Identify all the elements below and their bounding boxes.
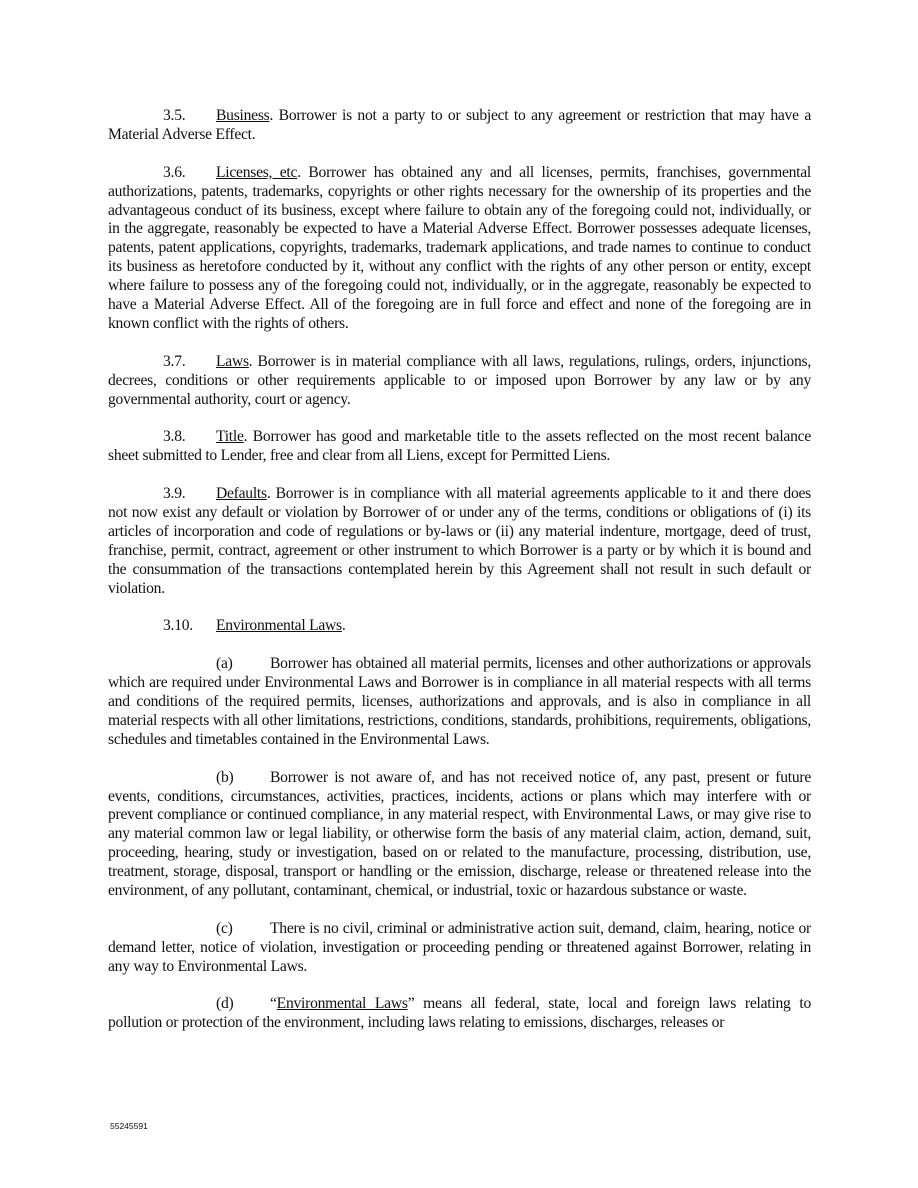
section-3-6 — [108, 164, 811, 334]
subsection-label: (a) — [216, 655, 233, 673]
section-3-8 — [108, 428, 811, 466]
section-heading: Environmental Laws — [216, 617, 342, 635]
section-body: . Borrower is in material compliance with all laws, regulations, rulings, orders, injunctions, decrees, conditions or other requirements applicable to or imposed upon Borrower by any law or by any governmental authority, court or agency. — [108, 352, 811, 408]
section-heading: Business — [216, 107, 270, 124]
section-number: 3.9. — [163, 485, 186, 503]
subsection-body: ” means all federal, state, local and foreign laws relating to pollution or protection of the environment, including laws relating to emissions, discharges, releases or — [108, 995, 811, 1032]
section-number: 3.10. — [163, 617, 193, 635]
subsection-label: (d) — [216, 995, 234, 1013]
section-number: 3.8. — [163, 428, 186, 446]
subsection-body: Borrower has obtained all material permits, licenses and other authorizations or approvals which are required under Environmental Laws and Borrower is in compliance in all material respects with all terms and conditions of the required permits, licenses, authorizations and approvals, and is also in compliance in all material respects with all other limitations, restrictions, conditions, standards, prohibitions, requirements, obligations, schedules and timetables contained in the Environmental Laws. — [108, 655, 811, 748]
section-heading: Title — [216, 428, 244, 446]
section-number: 3.5. — [163, 107, 186, 124]
subsection-b — [108, 769, 811, 901]
subsection-label: (c) — [216, 919, 233, 937]
section-number: 3.7. — [163, 352, 186, 370]
defined-term: Environmental Laws — [276, 995, 408, 1013]
section-number: 3.6. — [163, 163, 186, 181]
section-heading: Defaults — [216, 485, 267, 503]
section-body: . Borrower is in compliance with all material agreements applicable to it and there does not now exist any default or violation by Borrower of or under any of the terms, conditions or obligations of (i) its articles of incorporation and code of regulations or by-laws or (ii) any material indenture, mortgage, deed of trust, franchise, permit, contract, agreement or other instrument to which Borrower is a party or by which it is bound and the consummation of the transactions contemplated herein by this Agreement shall not result in such default or violation. — [108, 485, 811, 597]
open-quote: “ — [270, 995, 277, 1013]
document-id-footer: 55245591 — [110, 1121, 148, 1131]
subsection-d — [108, 995, 811, 1033]
section-body: . — [341, 617, 346, 635]
section-3-10 — [108, 617, 811, 636]
document-page — [108, 107, 811, 1052]
section-body: . Borrower is not a party to or subject to any agreement or restriction that may have a Material Adverse Effect. — [108, 107, 811, 143]
section-3-7 — [108, 353, 811, 410]
subsection-a — [108, 655, 811, 750]
section-3-5 — [108, 107, 811, 145]
subsection-body: Borrower is not aware of, and has not received notice of, any past, present or future events, conditions, circumstances, activities, practices, incidents, actions or plans which may interfere with or prevent compliance or continued compliance, in any material respect, with Environmental Laws, or may give rise to any material common law or legal liability, or otherwise form the basis of any material claim, action, demand, suit, proceeding, hearing, study or investigation, based on or related to the manufacture, processing, distribution, use, treatment, storage, disposal, transport or handling or the emission, discharge, release or threatened release into the environment, of any pollutant, contaminant, chemical, or industrial, toxic or hazardous substance or waste. — [108, 768, 811, 900]
section-heading: Laws — [216, 352, 249, 370]
section-body: . Borrower has obtained any and all licenses, permits, franchises, governmental authorizations, patents, trademarks, copyrights or other rights necessary for the ownership of its properties and the advantageous conduct of its business, except where failure to obtain any of the foregoing could not, individually, or in the aggregate, reasonably be expected to have a Material Adverse Effect. Borrower possesses adequate licenses, patents, patent applications, copyrights, trademarks, trademark applications, and trade names to continue to conduct its business as heretofore conducted by it, without any conflict with the rights of any other person or entity, except where failure to possess any of the foregoing could not, individually, or in the aggregate, reasonably be expected to have a Material Adverse Effect. All of the foregoing are in full force and effect and none of the foregoing are in known conflict with the rights of others. — [108, 163, 812, 332]
section-body: . Borrower has good and marketable title to the assets reflected on the most recent balance sheet submitted to Lender, free and clear from all Liens, except for Permitted Liens. — [108, 428, 811, 465]
section-3-9 — [108, 485, 811, 598]
subsection-body: There is no civil, criminal or administrative action suit, demand, claim, hearing, notice or demand letter, notice of violation, investigation or proceeding pending or threatened against Borrower, relating in any way to Environmental Laws. — [108, 919, 811, 975]
subsection-label: (b) — [216, 768, 234, 786]
section-heading: Licenses, etc — [216, 163, 298, 181]
subsection-c — [108, 920, 811, 977]
